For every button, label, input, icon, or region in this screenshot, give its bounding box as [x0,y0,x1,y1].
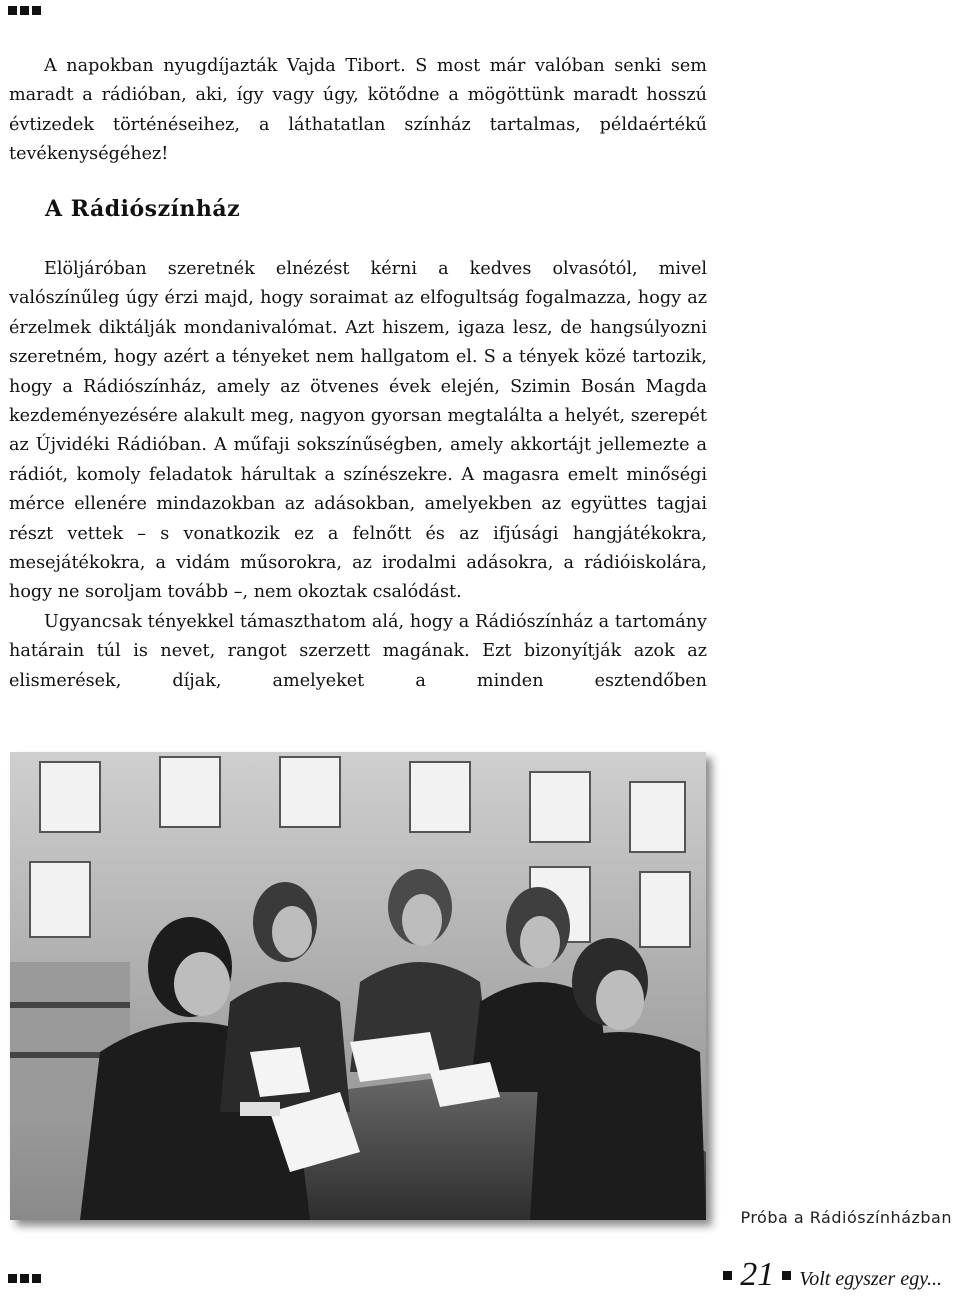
photo-caption: Próba a Rádiószínházban [740,1208,952,1227]
page-number: 21 [740,1256,775,1293]
section-body [9,255,707,696]
footer-square-icon [782,1271,791,1280]
page-footer [723,1256,942,1294]
bottom-decorative-squares [8,1274,41,1283]
book-title: Volt egyszer egy... [799,1268,942,1290]
footer-square-icon [723,1271,732,1280]
body-paragraph-2: Ugyancsak tényekkel támaszthatom alá, hogy a Rádiószínház a tartomány határain túl is nevet, rangot szerzett magának. Ezt bizonyítják azok az elismerések, díjak, amelyeket a minden esztendőben [9,611,707,691]
body-paragraph-1: Elöljáróban szeretnék elnézést kérni a kedves olvasótól, mivel valószínűleg úgy érzi majd, hogy soraimat az elfogultság fogalmazza, hogy az érzelmek diktálják mondanivalómat. Azt hiszem, igaza lesz, de hangsúlyozni szeretném, hogy azért a tényeket nem hallgatom el. S a tények közé tartozik, hogy a Rádiószínház, amely az ötvenes évek elején, Szimin Bosán Magda kezdeményezésére alakult meg, nagyon gyorsan megtalálta a helyét, szerepét az Újvidéki Rádióban. A műfaji sokszínűségben, amely akkortájt jellemezte a rádiót, komoly feladatok hárultak a színészekre. A magasra emelt minőségi mérce ellenére mindazokban az adásokban, amelyekben az együttes tagjai részt vettek – s vonatkozik ez a felnőtt és az ifjúsági hangjátékokra, mesejátékokra, a vidám műsorokra, az irodalmi adásokra, a rádióiskolára, hogy ne soroljam tovább –, nem okoztak csalódást. [9,259,707,603]
rehearsal-photo [10,752,706,1220]
section-heading: A Rádiószínház [45,196,241,222]
top-decorative-squares [8,6,41,15]
intro-text-block [9,52,707,170]
intro-paragraph: A napokban nyugdíjazták Vajda Tibort. S most már valóban senki sem maradt a rádióban, aki, így vagy úgy, kötődne a mögöttünk maradt hosszú évtizedek történéseihez, a láthatatlan színház tartalmas, példaértékű tevékenységéhez! [9,56,707,165]
